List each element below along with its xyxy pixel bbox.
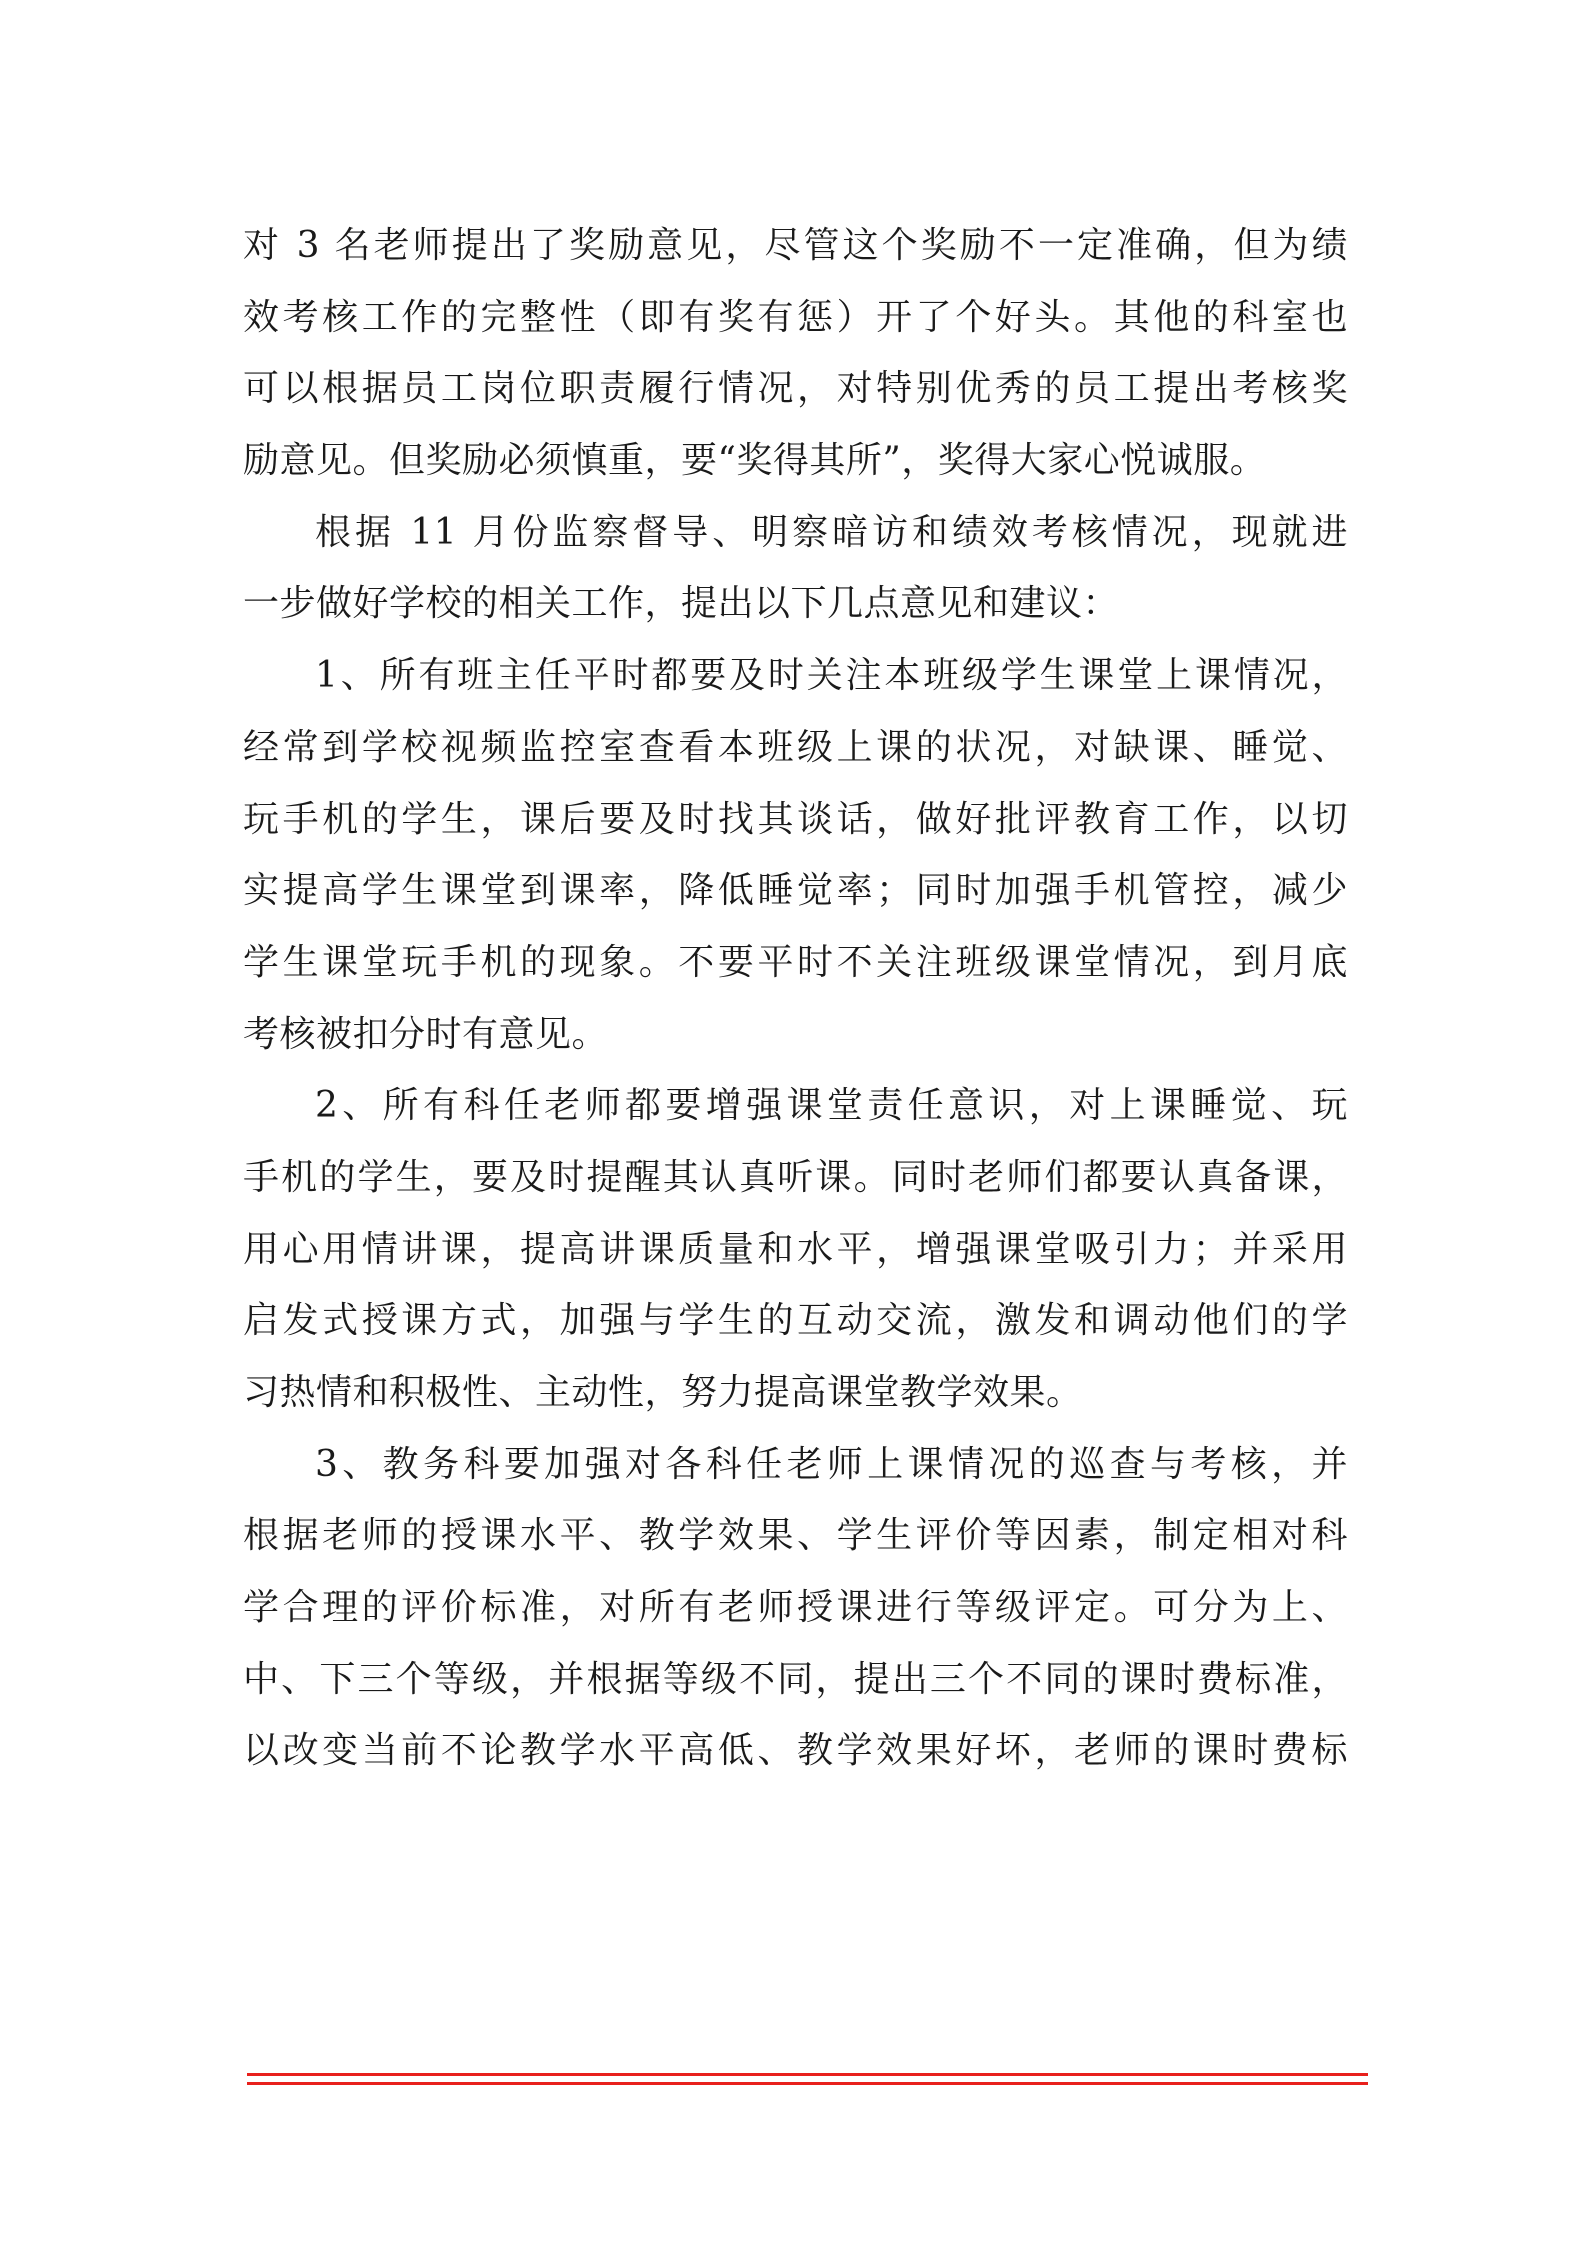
text-line: 启发式授课方式，加强与学生的互动交流，激发和调动他们的学	[243, 1300, 1348, 1342]
text-line: 励意见。但奖励必须慎重，要“奖得其所”，奖得大家心悦诚服。	[243, 440, 1267, 482]
text-line: 习热情和积极性、主动性，努力提高课堂教学效果。	[243, 1372, 1083, 1413]
text-line: 3、教务科要加强对各科任老师上课情况的巡查与考核，并	[315, 1443, 1348, 1485]
text-line: 学合理的评价标准，对所有老师授课进行等级评定。可分为上、	[243, 1587, 1348, 1629]
footer-rule-bottom	[247, 2082, 1368, 2085]
text-line: 1、所有班主任平时都要及时关注本班级学生课堂上课情况，	[315, 655, 1348, 697]
text-line: 手机的学生，要及时提醒其认真听课。同时老师们都要认真备课，	[243, 1156, 1348, 1198]
text-line: 实提高学生课堂到课率，降低睡觉率；同时加强手机管控，减少	[243, 870, 1348, 912]
footer-rule-top	[247, 2073, 1368, 2076]
text-line: 2、所有科任老师都要增强课堂责任意识，对上课睡觉、玩	[315, 1085, 1348, 1127]
text-line: 根据 11 月份监察督导、明察暗访和绩效考核情况，现就进	[315, 511, 1348, 553]
text-line: 对 3 名老师提出了奖励意见，尽管这个奖励不一定准确，但为绩	[243, 225, 1348, 266]
text-line: 中、下三个等级，并根据等级不同，提出三个不同的课时费标准，	[243, 1658, 1348, 1700]
text-line: 一步做好学校的相关工作，提出以下几点意见和建议：	[243, 583, 1120, 625]
text-line: 可以根据员工岗位职责履行情况，对特别优秀的员工提出考核奖	[243, 368, 1348, 410]
text-line: 考核被扣分时有意见。	[243, 1013, 609, 1055]
text-line: 学生课堂玩手机的现象。不要平时不关注班级课堂情况，到月底	[243, 941, 1348, 983]
document-body	[243, 210, 1348, 1787]
text-line: 玩手机的学生，课后要及时找其谈话，做好批评教育工作，以切	[243, 798, 1348, 840]
text-line: 经常到学校视频监控室查看本班级上课的状况，对缺课、睡觉、	[243, 726, 1348, 768]
text-line: 以改变当前不论教学水平高低、教学效果好坏，老师的课时费标	[243, 1730, 1348, 1772]
text-line: 用心用情讲课，提高讲课质量和水平，增强课堂吸引力；并采用	[243, 1228, 1348, 1270]
text-line: 效考核工作的完整性（即有奖有惩）开了个好头。其他的科室也	[243, 296, 1348, 338]
footer-double-rule	[247, 2073, 1368, 2087]
text-line: 根据老师的授课水平、教学效果、学生评价等因素，制定相对科	[243, 1515, 1348, 1557]
